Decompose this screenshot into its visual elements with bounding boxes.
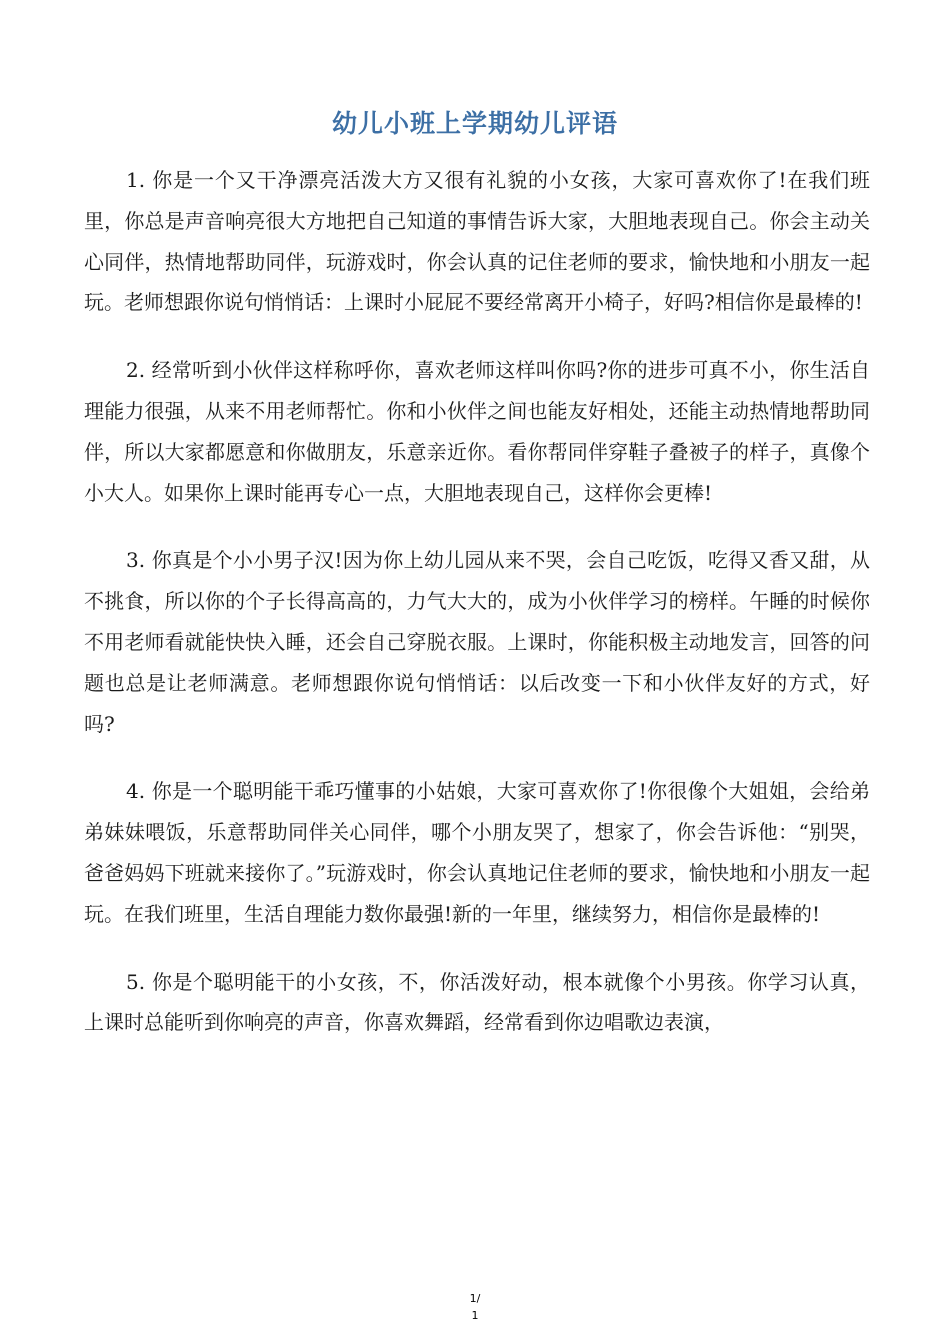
paragraph-4: 4. 你是一个聪明能干乖巧懂事的小姑娘，大家可喜欢你了!你很像个大姐姐，会给弟弟妹妹喂饭，乐意帮助同伴关心同伴，哪个小朋友哭了，想家了，你会告诉他：“别哭，爸爸妈妈下班就来接你了。”玩游戏时，你会认真地记住老师的要求，愉快地和小朋友一起玩。在我们班里，生活自理能力数你最强!新的一年里，继续努力，相信你是最棒的! — [84, 779, 870, 926]
page-number — [0, 1290, 950, 1324]
paragraph-5: 5. 你是个聪明能干的小女孩，不，你活泼好动，根本就像个小男孩。你学习认真，上课时总能听到你响亮的声音，你喜欢舞蹈，经常看到你边唱歌边表演， — [84, 969, 870, 1035]
page-number-top: 1/ — [469, 1292, 481, 1305]
paragraph-2: 2. 经常听到小伙伴这样称呼你，喜欢老师这样叫你吗?你的进步可真不小，你生活自理能力很强，从来不用老师帮忙。你和小伙伴之间也能友好相处，还能主动热情地帮助同伴，所以大家都愿意和你做朋友，乐意亲近你。看你帮同伴穿鞋子叠被子的样子，真像个小大人。如果你上课时能再专心一点，大胆地表现自己，这样你会更棒! — [84, 358, 870, 505]
document-title: 幼儿小班上学期幼儿评语 — [331, 109, 618, 138]
paragraph-3: 3. 你真是个小小男子汉!因为你上幼儿园从来不哭，会自己吃饭，吃得又香又甜，从不挑食，所以你的个子长得高高的，力气大大的，成为小伙伴学习的榜样。午睡的时候你不用老师看就能快快入睡，还会自己穿脱衣服。上课时，你能积极主动地发言，回答的问题也总是让老师满意。老师想跟你说句悄悄话：以后改变一下和小伙伴友好的方式，好吗? — [84, 548, 870, 736]
document-body — [84, 160, 870, 1070]
paragraph-1: 1. 你是一个又干净漂亮活泼大方又很有礼貌的小女孩，大家可喜欢你了!在我们班里，你总是声音响亮很大方地把自己知道的事情告诉大家，大胆地表现自己。你会主动关心同伴，热情地帮助同伴，玩游戏时，你会认真的记住老师的要求，愉快地和小朋友一起玩。老师想跟你说句悄悄话：上课时小屁屁不要经常离开小椅子，好吗?相信你是最棒的! — [84, 168, 870, 315]
page-number-bottom: 1 — [471, 1309, 479, 1322]
